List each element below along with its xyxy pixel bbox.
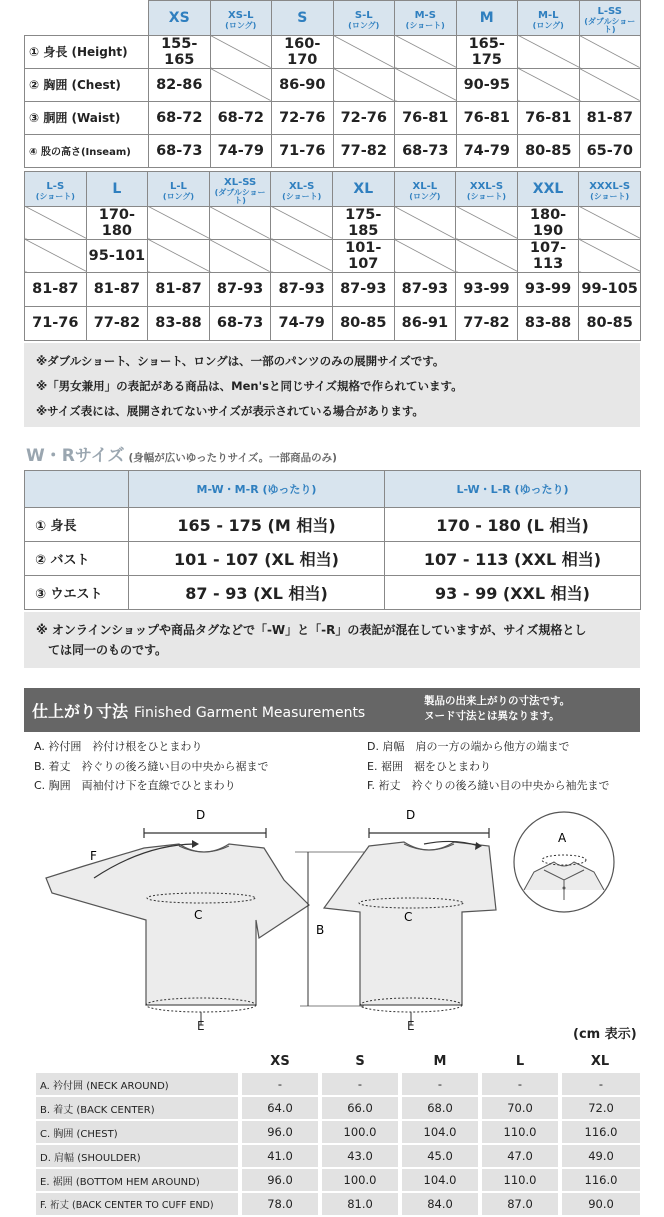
col-header: M: [433, 1053, 447, 1069]
col-header: [86, 172, 148, 207]
cell: 165 - 175 (M 相当): [129, 508, 385, 542]
table-row: [36, 1192, 640, 1216]
col-header-label: XS: [168, 10, 190, 27]
table-row: [25, 101, 641, 134]
row-label: ③ ウエスト: [25, 576, 129, 610]
col-header-label: S-L: [354, 10, 373, 22]
col-header: [148, 172, 210, 207]
col-header: S: [355, 1053, 365, 1069]
cell: 93-99: [517, 272, 579, 306]
cell: 68-73: [209, 306, 271, 340]
col-header: [456, 1, 518, 36]
col-header: [272, 1, 334, 36]
row-label: ④ 股の高さ(Inseam): [25, 134, 149, 167]
col-header: [271, 172, 333, 207]
label-c-right: C: [404, 910, 413, 924]
finished-measurements-header: [24, 688, 640, 732]
cell-empty: [210, 68, 272, 101]
col-header: [456, 172, 518, 207]
row-label: ① 身長: [25, 508, 129, 542]
cell: 49.0: [560, 1144, 640, 1168]
note-line: ては同一のものです。: [48, 643, 168, 657]
cell: 86-91: [394, 306, 456, 340]
finished-title-en: Finished Garment Measurements: [134, 705, 366, 721]
cell: 76-81: [456, 101, 518, 134]
col-header-label: L-L: [170, 181, 187, 193]
col-header-label: XL-SS: [223, 177, 257, 188]
col-header: [332, 172, 394, 207]
cell: 93-99: [456, 272, 518, 306]
finished-header-row: [36, 1049, 640, 1073]
col-header: L-W・L-R (ゆったり): [385, 471, 641, 508]
label-d-left: D: [196, 808, 206, 822]
finished-title-jp: 仕上がり寸法: [32, 702, 129, 721]
cell-empty: [210, 35, 272, 68]
col-header-label: L: [112, 181, 122, 198]
col-header-sub: (ショート): [466, 191, 507, 201]
col-header: [25, 172, 87, 207]
cell: 72.0: [560, 1096, 640, 1120]
cell: 77-82: [456, 306, 518, 340]
cell: 66.0: [320, 1096, 400, 1120]
cell-empty: [395, 68, 457, 101]
cell: 155-165: [149, 35, 211, 68]
cell: 86-90: [272, 68, 334, 101]
col-header: [579, 1, 641, 36]
note-line: ※サイズ表には、展開されてないサイズが表示されている場合があります。: [36, 404, 424, 418]
cell: -: [480, 1073, 560, 1096]
col-header-label: XXXL-S: [589, 181, 631, 193]
col-header: [209, 172, 271, 207]
table-row: [36, 1168, 640, 1192]
cell: 107 - 113 (XXL 相当): [385, 542, 641, 576]
row-label: ② バスト: [25, 542, 129, 576]
cell: 116.0: [560, 1168, 640, 1192]
cell-empty: [518, 68, 580, 101]
cell: 81-87: [579, 101, 641, 134]
cell: 110.0: [480, 1168, 560, 1192]
wr-header-row: [25, 471, 641, 508]
cell-empty: [579, 68, 641, 101]
col-header: [149, 1, 211, 36]
size-notes: [24, 343, 640, 427]
cell: -: [560, 1073, 640, 1096]
cell-empty: [333, 35, 395, 68]
row-label: E. 裾囲 (BOTTOM HEM AROUND): [36, 1168, 240, 1192]
cell: 96.0: [240, 1120, 320, 1144]
cell-empty: [518, 35, 580, 68]
cell: 80-85: [518, 134, 580, 167]
table-row: [25, 239, 641, 272]
cell: 80-85: [332, 306, 394, 340]
col-header-label: XL-S: [288, 181, 315, 193]
wr-notes: [24, 612, 640, 668]
col-header: XL: [590, 1053, 610, 1069]
table-row: [36, 1144, 640, 1168]
col-header-sub: (ショート): [282, 191, 322, 201]
col-header-sub: (ショート): [405, 20, 445, 30]
col-header-sub: (ロング): [532, 20, 564, 30]
cell: 82-86: [149, 68, 211, 101]
cell: 81-87: [25, 272, 87, 306]
cell: 87-93: [209, 272, 271, 306]
table-row: [25, 68, 641, 101]
cell: 116.0: [560, 1120, 640, 1144]
table-row: [25, 35, 641, 68]
col-header: [579, 172, 641, 207]
table-row: [25, 306, 641, 340]
row-label: ③ 胴囲 (Waist): [25, 101, 149, 134]
legend-item: B. 着丈 衿ぐりの後ろ縫い目の中央から裾まで: [34, 759, 269, 773]
note-line: ※「男女兼用」の表記がある商品は、Men'sと同じサイズ規格で作られています。: [36, 379, 463, 393]
row-label: D. 肩幅 (SHOULDER): [36, 1144, 240, 1168]
col-header-label: L-SS: [597, 6, 622, 17]
cell: 81-87: [86, 272, 148, 306]
cell-empty: [209, 206, 271, 239]
label-e-right: E: [407, 1019, 415, 1033]
cell: 83-88: [517, 306, 579, 340]
col-header-sub: (ロング): [162, 191, 195, 201]
cell: 76-81: [395, 101, 457, 134]
table-row: [36, 1120, 640, 1144]
legend-item: C. 胸囲 両袖付け下を直線でひとまわり: [34, 779, 236, 792]
cell: 74-79: [210, 134, 272, 167]
finished-title: [32, 699, 365, 722]
cell: 81-87: [148, 272, 210, 306]
row-label: C. 胸囲 (CHEST): [36, 1120, 240, 1144]
cell: 81.0: [320, 1192, 400, 1216]
note-line: ※ダブルショート、ショート、ロングは、一部のパンツのみの展開サイズです。: [36, 354, 445, 368]
col-header: [517, 172, 579, 207]
cell: 87 - 93 (XL 相当): [129, 576, 385, 610]
col-header-label: S: [297, 10, 308, 27]
cell-empty: [271, 206, 333, 239]
size-table-1-header: [25, 1, 641, 36]
long-sleeve-shirt-icon: [46, 844, 309, 1005]
cell-empty: [579, 35, 641, 68]
corner-cell: [25, 471, 129, 508]
row-label: A. 衿付囲 (NECK AROUND): [36, 1073, 240, 1096]
cell: 72-76: [272, 101, 334, 134]
cell: 165-175: [456, 35, 518, 68]
note-line: ※ オンラインショップや商品タグなどで「-W」と「-R」の表記が混在していますが、サイズ規格とし: [36, 623, 587, 637]
cell: 104.0: [400, 1168, 480, 1192]
cell: -: [400, 1073, 480, 1096]
label-d-right: D: [406, 808, 416, 822]
legend-item: F. 裄丈 衿ぐりの後ろ縫い目の中央から袖先まで: [367, 779, 610, 792]
col-header: [333, 1, 395, 36]
col-header: XS: [270, 1053, 290, 1069]
label-e-left: E: [197, 1019, 205, 1033]
col-header-label: XXL: [532, 181, 564, 198]
cell: 71-76: [25, 306, 87, 340]
col-header-sub: (ロング): [409, 191, 441, 201]
cell-empty: [148, 239, 210, 272]
size-table-2: [24, 171, 641, 341]
table-row: [36, 1073, 640, 1096]
cell: 68.0: [400, 1096, 480, 1120]
label-b: B: [316, 923, 325, 937]
cell: 87-93: [394, 272, 456, 306]
cell: 90-95: [456, 68, 518, 101]
cell-empty: [395, 35, 457, 68]
label-a: A: [558, 831, 567, 845]
cell-empty: [579, 206, 641, 239]
garment-diagram: [24, 800, 640, 1030]
size-table-2-header: [25, 172, 641, 207]
cell: 64.0: [240, 1096, 320, 1120]
col-header: [395, 1, 457, 36]
legend-item: E. 裾囲 裾をひとまわり: [367, 759, 491, 773]
cell-empty: [394, 239, 456, 272]
table-row: [25, 272, 641, 306]
cell: 160-170: [272, 35, 334, 68]
col-header: M-W・M-R (ゆったり): [129, 471, 385, 508]
cell: 170-180: [86, 206, 148, 239]
col-header: L: [515, 1053, 525, 1069]
cell: 43.0: [320, 1144, 400, 1168]
cell: 107-113: [517, 239, 579, 272]
col-header: [210, 1, 272, 36]
col-header-label: M-S: [414, 10, 436, 22]
cell: 76-81: [518, 101, 580, 134]
col-header-label: L-S: [46, 181, 65, 193]
cell: 87-93: [271, 272, 333, 306]
wr-section-title: [26, 441, 337, 466]
col-header-label: XS-L: [228, 10, 254, 22]
legend-left: [34, 737, 269, 796]
col-header-sub: (ショート): [35, 191, 75, 201]
col-header: [394, 172, 456, 207]
cell: 68-72: [149, 101, 211, 134]
cell: 96.0: [240, 1168, 320, 1192]
legend-right: [367, 737, 610, 796]
cell: 90.0: [560, 1192, 640, 1216]
row-label: ① 身長 (Height): [25, 35, 149, 68]
corner-cell: [36, 1049, 240, 1073]
cell: 70.0: [480, 1096, 560, 1120]
finished-note: [424, 694, 570, 724]
col-header-label: M: [479, 10, 494, 27]
legend-item: A. 衿付囲 衿付け根をひとまわり: [34, 740, 203, 753]
col-header-sub: (ダブルショート): [584, 16, 636, 35]
corner-cell: [25, 1, 149, 36]
label-f: F: [90, 849, 97, 863]
table-row: [25, 508, 641, 542]
col-header: [518, 1, 580, 36]
col-header-label: XXL-S: [469, 181, 504, 193]
row-label: ② 胸囲 (Chest): [25, 68, 149, 101]
finished-note-line: 製品の出来上がりの寸法です。: [424, 695, 571, 707]
cell-empty: [579, 239, 641, 272]
cell-empty: [394, 206, 456, 239]
table-row: [36, 1096, 640, 1120]
size-table-1: [24, 0, 641, 168]
cell: 101 - 107 (XL 相当): [129, 542, 385, 576]
cell: -: [240, 1073, 320, 1096]
cell: 99-105: [579, 272, 641, 306]
cell-empty: [456, 206, 518, 239]
table-row: [25, 576, 641, 610]
cell: 74-79: [456, 134, 518, 167]
cell: 72-76: [333, 101, 395, 134]
cell: 87-93: [332, 272, 394, 306]
cell: 95-101: [86, 239, 148, 272]
cell: 101-107: [332, 239, 394, 272]
cell: 175-185: [332, 206, 394, 239]
cell: 68-73: [395, 134, 457, 167]
cell: 65-70: [579, 134, 641, 167]
cell: 87.0: [480, 1192, 560, 1216]
cell: -: [320, 1073, 400, 1096]
col-header-label: XL-L: [412, 181, 438, 193]
finished-measurements-table: [36, 1049, 640, 1217]
cell-empty: [25, 206, 87, 239]
cell: 80-85: [579, 306, 641, 340]
cell: 77-82: [333, 134, 395, 167]
cell: 100.0: [320, 1168, 400, 1192]
cell: 68-72: [210, 101, 272, 134]
finished-note-line: ヌード寸法とは異なります。: [424, 710, 560, 722]
cell: 104.0: [400, 1120, 480, 1144]
legend-item: D. 肩幅 肩の一方の端から他方の端まで: [367, 740, 570, 753]
cell: 110.0: [480, 1120, 560, 1144]
col-header-label: M-L: [538, 10, 559, 22]
cell: 41.0: [240, 1144, 320, 1168]
cell: 100.0: [320, 1120, 400, 1144]
cell: 71-76: [272, 134, 334, 167]
cell: 84.0: [400, 1192, 480, 1216]
cell-empty: [148, 206, 210, 239]
cell: 93 - 99 (XXL 相当): [385, 576, 641, 610]
cell: 74-79: [271, 306, 333, 340]
wr-size-table: [24, 470, 641, 610]
col-header-sub: (ショート): [590, 191, 630, 201]
label-c-left: C: [194, 908, 203, 922]
row-label: B. 着丈 (BACK CENTER): [36, 1096, 240, 1120]
col-header-sub: (ダブルショート): [214, 187, 266, 206]
cell: 78.0: [240, 1192, 320, 1216]
col-header-label: XL: [353, 181, 374, 198]
table-row: [25, 542, 641, 576]
cell: 45.0: [400, 1144, 480, 1168]
col-header-sub: (ロング): [225, 20, 257, 30]
cell: 47.0: [480, 1144, 560, 1168]
cell: 68-73: [149, 134, 211, 167]
cell: 170 - 180 (L 相当): [385, 508, 641, 542]
cell-empty: [456, 239, 518, 272]
cell-empty: [271, 239, 333, 272]
cell: 83-88: [148, 306, 210, 340]
cell-empty: [209, 239, 271, 272]
table-row: [25, 134, 641, 167]
collar-detail-icon: [514, 812, 614, 912]
table-row: [25, 206, 641, 239]
wr-title: W・Rサイズ: [26, 446, 125, 466]
unit-label: (cm 表示): [573, 1027, 637, 1042]
cell-empty: [25, 239, 87, 272]
cell: 77-82: [86, 306, 148, 340]
cell-empty: [333, 68, 395, 101]
col-header-sub: (ロング): [348, 20, 380, 30]
cell: 180-190: [517, 206, 579, 239]
wr-subtitle: (身幅が広いゆったりサイズ。一部商品のみ): [128, 452, 337, 464]
row-label: F. 裄丈 (BACK CENTER TO CUFF END): [36, 1192, 240, 1216]
